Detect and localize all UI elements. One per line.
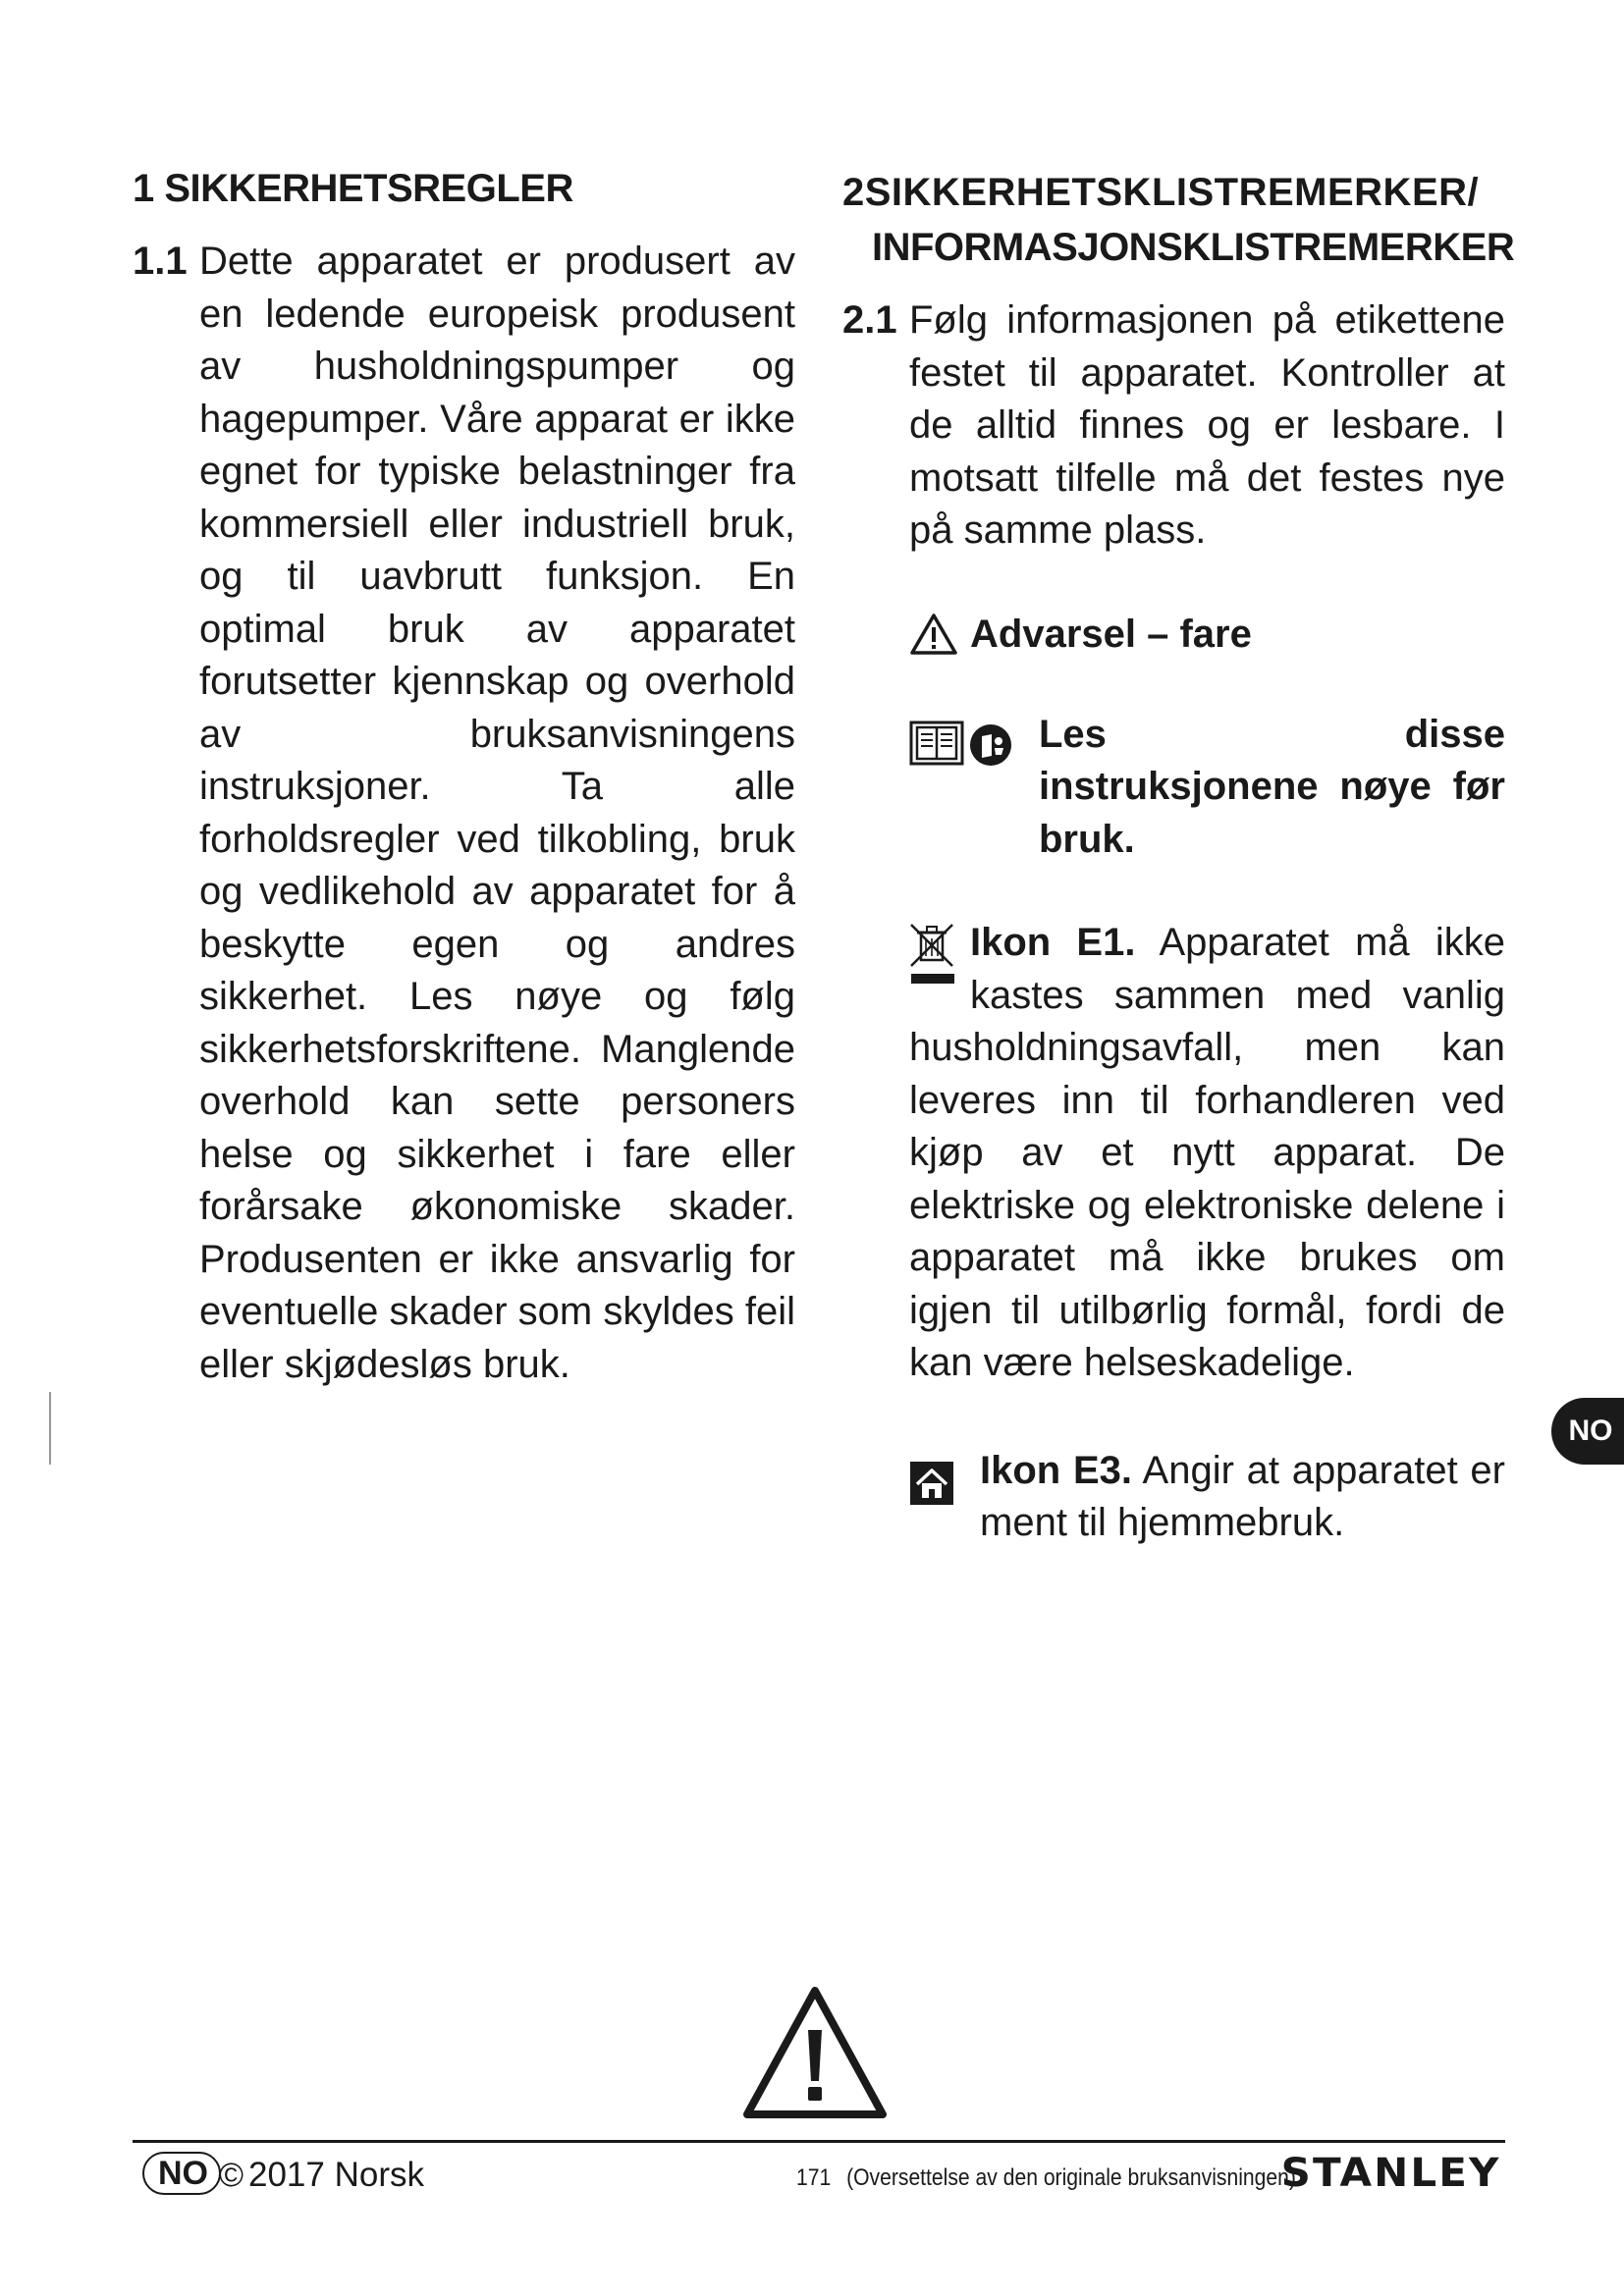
read-instructions-notice: [842, 709, 1505, 867]
section-1-heading: 1 SIKKERHETSREGLER: [133, 167, 573, 210]
read-manual-icon: [968, 722, 1013, 768]
warning-notice: [842, 607, 1505, 662]
icon-e1-notice: [842, 917, 1505, 1390]
footer-year-language: 2017 Norsk: [248, 2156, 424, 2194]
book-icon: [909, 721, 964, 766]
icon-e3-text: Angir at apparatet er ment til hjemmebruk.: [980, 1448, 1506, 1544]
warning-triangle-icon: [741, 1983, 889, 2120]
crossed-bin-icon: [909, 917, 970, 1011]
margin-mark: [49, 1392, 51, 1465]
heading-line-2: INFORMASJONSKLISTREMERKER: [872, 226, 1515, 269]
icon-e1-text: Apparatet må ikke kastes sammen med vanlig husholdningsavfall, men kan leveres inn til forhandleren ved kjøp av et nytt apparat. De elektriske og elektroniske delene i apparatet må ikke brukes om igjen til utilbørlig formål, fordi de kan være helseskadelige.: [909, 921, 1505, 1384]
section-2-heading: [842, 165, 1515, 275]
paragraph-2-1: [842, 294, 1505, 558]
heading-line-1: 2SIKKERHETSKLISTREMERKER/: [842, 171, 1480, 214]
paragraph-text: Dette apparatet er produsert av en ledende europeisk produsent av husholdningspumper og hagepumper. Våre apparat er ikke egnet for typiske belastninger fra kommersiell eller industriell bruk, og til uavbrutt funksjon. En optimal bruk av apparatet forutsetter kjennskap og overhold av bruksanvisningens instruksjoner. Ta alle forholdsregler ved tilkobling, bruk og vedlikehold av apparatet for å beskytte egen og andres sikkerhet. Les nøye og følg sikkerhetsforskriftene. Manglende overhold kan sette personers helse og sikkerhet i fare eller forårsake økonomiske skader. Produsenten er ikke ansvarlig for eventuelle skader som skyldes feil eller skjødesløs bruk.: [199, 240, 795, 1386]
footer-divider: [133, 2140, 1505, 2143]
left-column: [133, 165, 795, 1391]
page-number-line: [796, 2160, 1296, 2197]
icon-e1-title: Ikon E1.: [970, 921, 1136, 964]
page-footer: [133, 2148, 1505, 2203]
language-side-tab: NO: [1551, 1398, 1624, 1465]
paragraph-text: Følg informasjonen på etikettene festet til apparatet. Kontroller at de alltid finnes og er lesbare. I motsatt tilfelle må det festes nye på samme plass.: [909, 298, 1505, 552]
copyright-symbol: ©: [219, 2157, 244, 2194]
translation-note: (Oversettelse av den originale bruksanvisningen): [846, 2164, 1296, 2191]
page-number: 171: [796, 2164, 832, 2191]
icon-e3-title: Ikon E3.: [980, 1448, 1132, 1492]
warning-label: Advarsel – fare: [970, 612, 1252, 656]
icon-e3-notice: [842, 1445, 1505, 1550]
house-icon: [909, 1461, 954, 1506]
right-column: [842, 165, 1515, 1550]
language-code-badge: NO: [142, 2152, 221, 2195]
warning-triangle-icon: [909, 613, 958, 656]
icon-e3-text-block: [909, 1445, 1505, 1550]
paragraph-number: 2.1: [842, 298, 897, 342]
read-instructions-text: Les disse instruksjonene nøye før bruk.: [1039, 712, 1505, 861]
brand-logo: STANLEY: [1280, 2151, 1501, 2196]
paragraph-1-1: [133, 236, 795, 1391]
paragraph-number: 1.1: [133, 240, 188, 283]
